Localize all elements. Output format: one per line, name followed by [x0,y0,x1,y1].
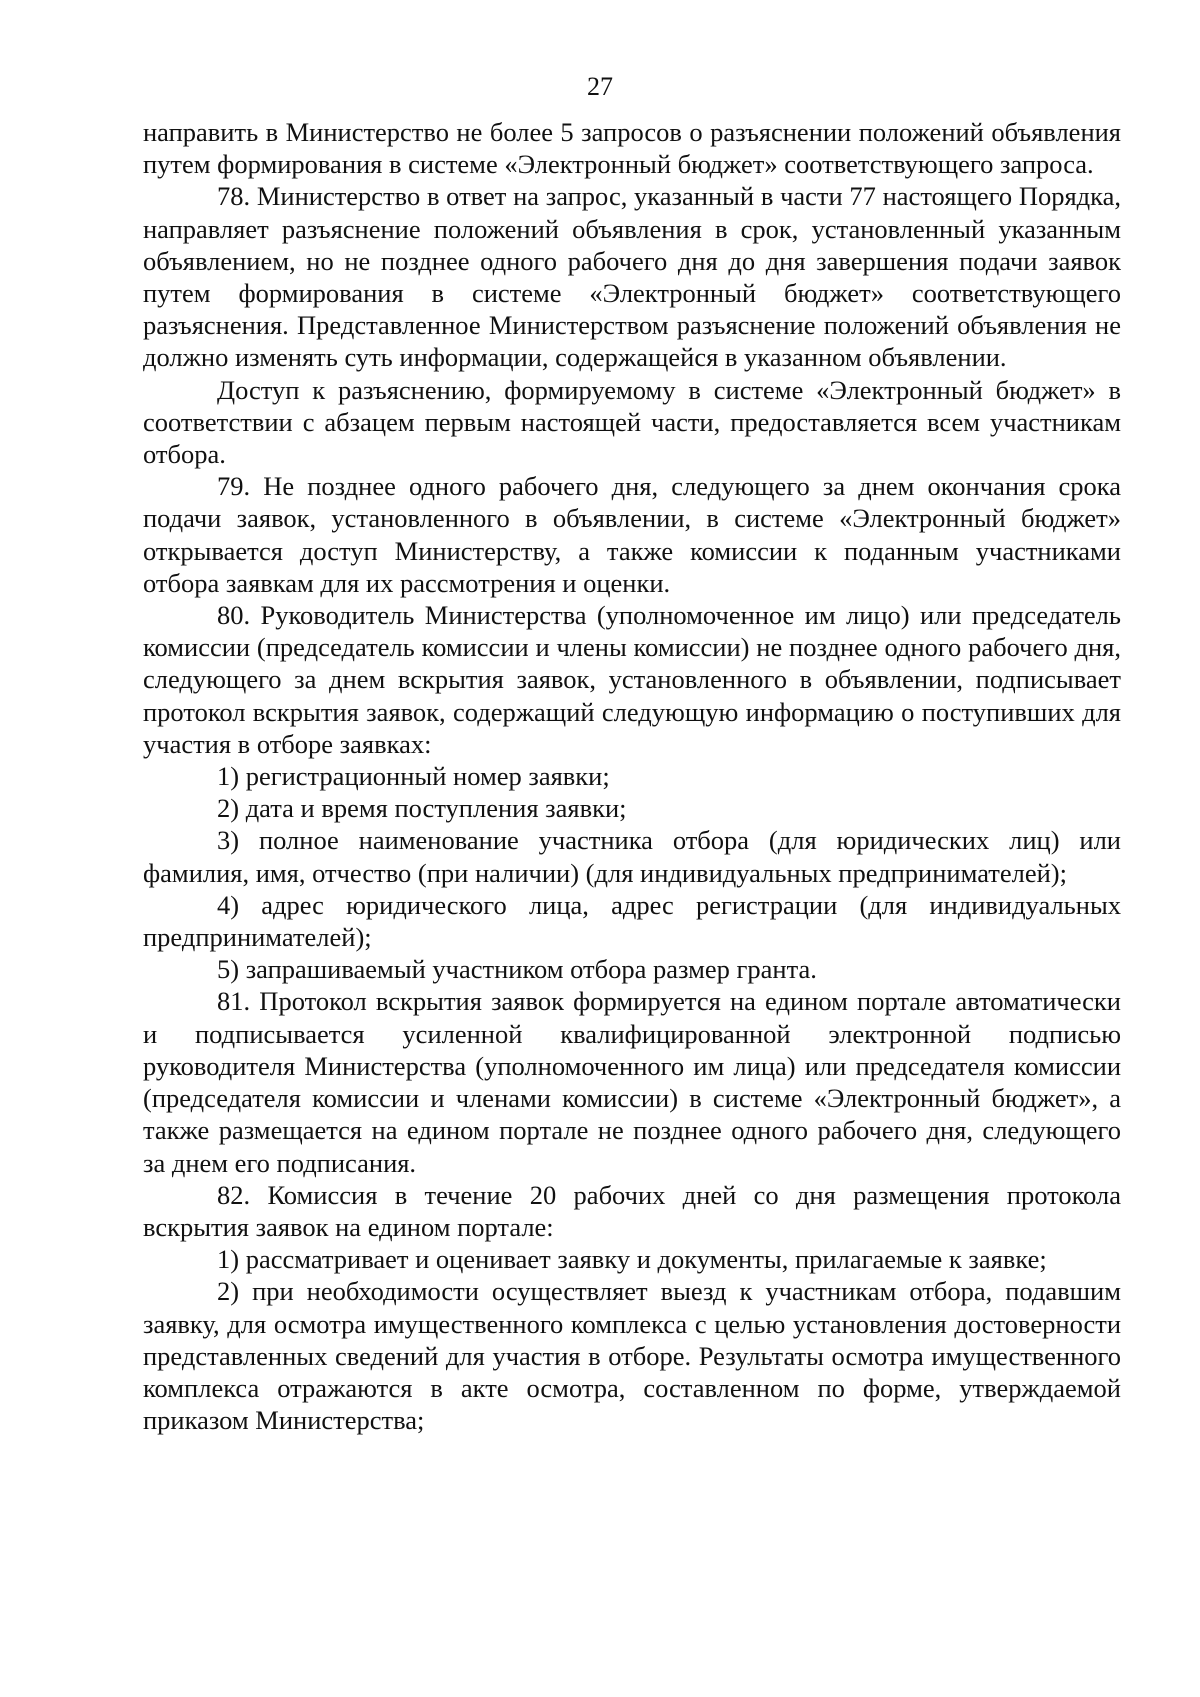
list-item-82-1: 1) рассматривает и оценивает заявку и документы, прилагаемые к заявке; [217,1244,1047,1275]
list-item-80-5: 5) запрашиваемый участником отбора размер гранта. [217,954,817,985]
list-item-80-2: 2) дата и время поступления заявки; [217,793,627,824]
paragraph-clause-82: 82. Комиссия в течение 20 рабочих дней со дня размещения протокола вскрытия заявок на едином портале: [143,1179,1121,1242]
list-item-80-4: 4) адрес юридического лица, адрес регистрации (для индивидуальных предпринимателей); [143,889,1121,953]
list-item-80-1: 1) регистрационный номер заявки; [217,761,610,792]
paragraph-clause-79: 79. Не позднее одного рабочего дня, следующего за днем окончания срока подачи заявок, установленного в объявлении, в системе «Электронный бюджет» открывается доступ Министерству, а также комиссии к поданным участниками отбора заявкам для их рассмотрения и оценки. [143,471,1121,598]
paragraph-clause-78-access: Доступ к разъяснению, формируемому в системе «Электронный бюджет» в соответствии с абзацем первым настоящей части, предоставляется всем участникам отбора. [143,374,1121,470]
page-number: 27 [587,72,613,101]
list-item-80-3: 3) полное наименование участника отбора (для юридических лиц) или фамилия, имя, отчество (при наличии) (для индивидуальных предпринимателей); [143,825,1121,888]
paragraph-continuation: направить в Министерство не более 5 запросов о разъяснении положений объявления путем формирования в системе «Электронный бюджет» соответствующего запроса. [143,117,1121,180]
paragraph-clause-78: 78. Министерство в ответ на запрос, указанный в части 77 настоящего Порядка, направляет разъяснение положений объявления в срок, установленный указанным объявлением, но не позднее одного рабочего дня до дня завершения подачи заявок путем формирования в системе «Электронный бюджет» соответствующего разъяснения. Представленное Министерством разъяснение положений объявления не должно изменять суть информации, содержащейся в указанном объявлении. [143,181,1121,373]
paragraph-clause-80: 80. Руководитель Министерства (уполномоченное им лицо) или председатель комиссии (председатель комиссии и члены комиссии) не позднее одного рабочего дня, следующего за днем вскрытия заявок, установленного в объявлении, подписывает протокол вскрытия заявок, содержащий следующую информацию о поступивших для участия в отборе заявках: [143,600,1121,759]
paragraph-clause-81: 81. Протокол вскрытия заявок формируется на едином портале автоматически и подписывается усиленной квалифицированной электронной подписью руководителя Министерства (уполномоченного им лица) или председателя комиссии (председателя комиссии и членами комиссии) в системе «Электронный бюджет», а также размещается на едином портале не позднее одного рабочего дня, следующего за днем его подписания. [143,986,1121,1178]
document-body [143,116,1121,1436]
list-item-82-2: 2) при необходимости осуществляет выезд к участникам отбора, подавшим заявку, для осмотра имущественного комплекса с целью установления достоверности представленных сведений для участия в отборе. Результаты осмотра имущественного комплекса отражаются в акте осмотра, составленном по форме, утверждаемой приказом Министерства; [143,1276,1121,1436]
